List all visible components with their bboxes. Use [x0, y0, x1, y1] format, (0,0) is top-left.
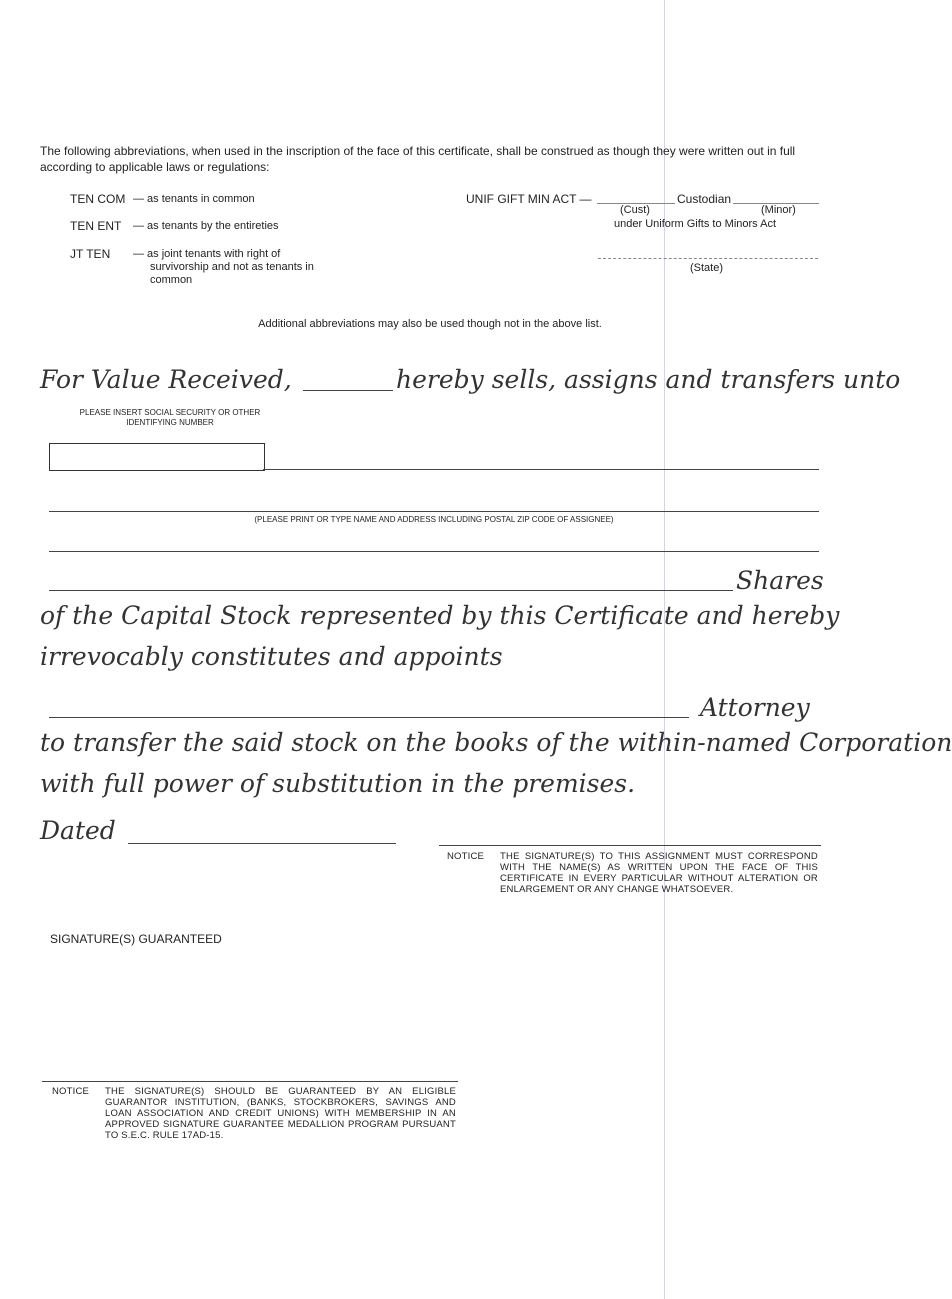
date-line [128, 843, 396, 844]
intro-paragraph: The following abbreviations, when used in the inscription of the face of this certificate, shall be construed as though they were written out in full according to applicable laws or regulations: [40, 144, 796, 174]
minor-caption: (Minor) [761, 204, 796, 216]
transfer-text: to transfer the said stock on the books of the within-named Corporation [40, 728, 952, 757]
abbr-meaning-ten-ent: — as tenants by the entireties [133, 220, 279, 232]
additional-abbr-note: Additional abbreviations may also be used though not in the above list. [258, 318, 602, 330]
guarantee-line [42, 1081, 458, 1082]
abbr-code-jt-ten: JT TEN [70, 247, 111, 261]
notice-label-right: NOTICE [447, 851, 485, 862]
substitution-text: with full power of substitution in the premises. [40, 769, 636, 798]
notice-label-bottom: NOTICE [52, 1086, 90, 1097]
attorney-line [49, 717, 689, 718]
assignee-line-2 [49, 511, 819, 512]
fold-line [664, 0, 665, 1299]
ssn-input-box[interactable] [49, 443, 265, 471]
signature-line [439, 845, 821, 846]
assignee-line-3 [49, 551, 819, 552]
irrevocably-text: irrevocably constitutes and appoints [40, 642, 503, 671]
state-line [598, 258, 818, 259]
print-name-label: (PLEASE PRINT OR TYPE NAME AND ADDRESS INCLUDING POSTAL ZIP CODE OF ASSIGNEE) [254, 515, 614, 524]
ssn-label: PLEASE INSERT SOCIAL SECURITY OR OTHER IDENTIFYING NUMBER [79, 408, 261, 427]
shares-word: Shares [736, 566, 824, 595]
abbr-code-ten-ent: TEN ENT [70, 219, 122, 233]
for-value-received: For Value Received, [40, 365, 292, 394]
notice-bottom-text: THE SIGNATURE(S) SHOULD BE GUARANTEED BY AN ELIGIBLE GUARANTOR INSTITUTION, (BANKS, STOCKBROKERS, SAVINGS AND LOAN ASSOCIATION AND CREDIT UNIONS) WITH MEMBERSHIP IN AN APPROVED SIGNATURE GUARANTEE MEDALLION PROGRAM PURSUANT TO S.E.C. RULE 17AD-15. [105, 1086, 456, 1141]
attorney-word: Attorney [700, 693, 810, 722]
dated-word: Dated [40, 816, 116, 845]
shares-line [49, 590, 733, 591]
custodian-label: Custodian [677, 192, 732, 206]
state-caption: (State) [690, 262, 724, 274]
notice-right-text: THE SIGNATURE(S) TO THIS ASSIGNMENT MUST CORRESPOND WITH THE NAME(S) AS WRITTEN UPON THE FACE OF THIS CERTIFICATE IN EVERY PARTICULAR WITHOUT ALTERATION OR ENLARGEMENT OR ANY CHANGE WHATSOEVER. [500, 851, 818, 895]
signature-guaranteed-label: SIGNATURE(S) GUARANTEED [50, 932, 222, 946]
assignee-line-1 [263, 469, 819, 470]
seller-line [303, 390, 393, 391]
cust-caption: (Cust) [620, 204, 650, 216]
under-ugma-text: under Uniform Gifts to Minors Act [614, 218, 776, 230]
abbr-code-ten-com: TEN COM [70, 192, 126, 206]
unif-gift-label: UNIF GIFT MIN ACT — [466, 192, 592, 206]
abbr-meaning-jt-ten: — as joint tenants with right of survivorship and not as tenants in common [133, 248, 314, 286]
abbr-meaning-ten-com: — as tenants in common [133, 193, 255, 205]
capital-stock-text: of the Capital Stock represented by this Certificate and hereby [40, 601, 840, 630]
hereby-transfers-text: hereby sells, assigns and transfers unto [396, 365, 901, 394]
